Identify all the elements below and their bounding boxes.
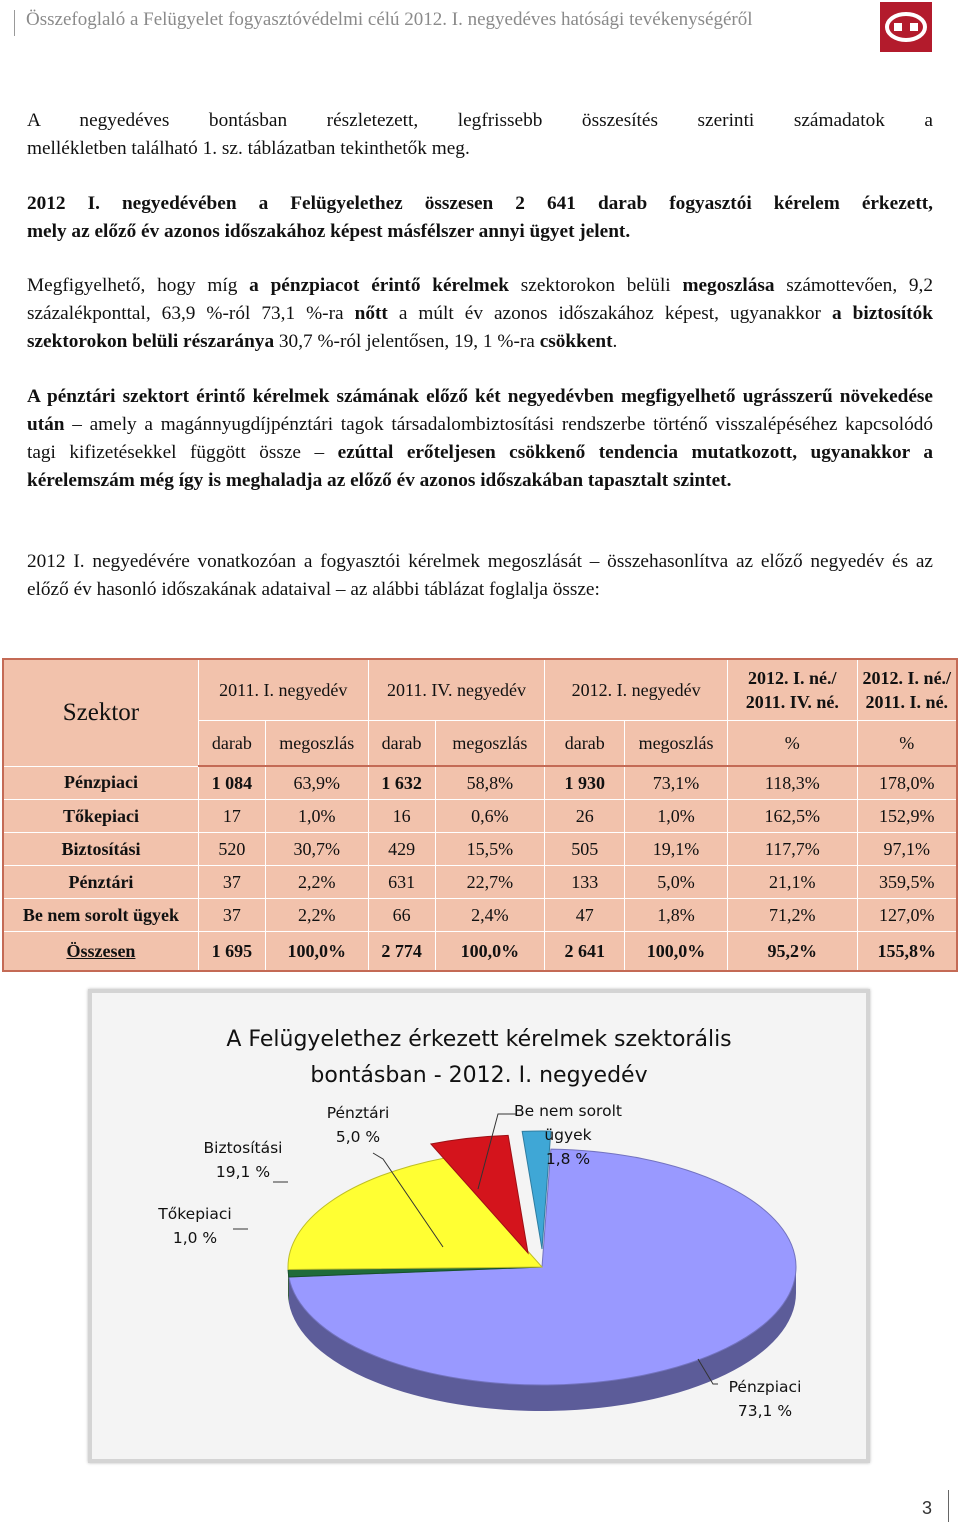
table-subheader: megoszlás xyxy=(435,721,545,767)
table-header-period: 2011. IV. negyedév xyxy=(368,659,545,721)
ratio-header-line: 2012. I. né./ xyxy=(862,668,952,688)
table-cell: 162,5% xyxy=(727,800,857,833)
table-cell: 1 632 xyxy=(368,766,435,800)
table-cell: 505 xyxy=(545,833,625,866)
chart-title-line-2: bontásban - 2012. I. negyedév xyxy=(310,1063,648,1088)
table-header-sector: Szektor xyxy=(3,659,198,766)
table-cell: 1 695 xyxy=(198,932,265,972)
table-cell-sector: Tőkepiaci xyxy=(3,800,198,833)
paragraph-4 xyxy=(27,383,933,495)
p3-bold-b: a pénzpiacot érintő kérelmek xyxy=(249,275,509,296)
table-row xyxy=(3,866,957,899)
ratio-header-line: 2011. IV. né. xyxy=(745,692,839,712)
table-subheader: darab xyxy=(198,721,265,767)
table-row xyxy=(3,766,957,800)
table-cell: 5,0% xyxy=(625,866,728,899)
table-cell: 117,7% xyxy=(727,833,857,866)
table-cell: 97,1% xyxy=(857,833,957,866)
paragraph-1 xyxy=(27,107,933,163)
paragraph-2 xyxy=(27,190,933,246)
table-cell: 95,2% xyxy=(727,932,857,972)
table-cell: 2,4% xyxy=(435,899,545,932)
label-be-nem-sorolt xyxy=(493,1099,643,1171)
table-cell-sector xyxy=(3,932,198,972)
table-cell: 47 xyxy=(545,899,625,932)
p3-text-k: . xyxy=(612,331,618,352)
header-divider xyxy=(14,10,15,36)
table-cell-sector: Pénztári xyxy=(3,866,198,899)
table-cell: 100,0% xyxy=(435,932,545,972)
table-cell: 2,2% xyxy=(265,866,368,899)
p3-text-a: Megfigyelhető, hogy míg xyxy=(27,275,250,296)
table-row xyxy=(3,800,957,833)
label-tokepiaci-value: 1,0 % xyxy=(172,1229,218,1247)
table-cell: 22,7% xyxy=(435,866,545,899)
page-number-divider xyxy=(948,1490,949,1522)
chart-title-line-1: A Felügyelethez érkezett kérelmek szektorális xyxy=(226,1027,732,1052)
table-cell: 1 084 xyxy=(198,766,265,800)
table-cell: 15,5% xyxy=(435,833,545,866)
table-cell: 178,0% xyxy=(857,766,957,800)
p3-text-g: a múlt év azonos időszakához képest, ugyanakkor xyxy=(387,303,832,324)
table-subheader: darab xyxy=(545,721,625,767)
label-penzpiaci xyxy=(710,1375,820,1423)
paragraph-2-line-2: mely az előző év azonos időszakához képest másfélszer annyi ügyet jelent. xyxy=(27,221,631,242)
table-cell: 30,7% xyxy=(265,833,368,866)
table-cell: 155,8% xyxy=(857,932,957,972)
label-bnsu-name-2: ügyek xyxy=(544,1126,592,1144)
table-row xyxy=(3,899,957,932)
sector-table xyxy=(2,658,958,972)
table-cell: 16 xyxy=(368,800,435,833)
p3-bold-d: megoszlása xyxy=(682,275,775,296)
table-cell: 2,2% xyxy=(265,899,368,932)
organization-logo-icon xyxy=(880,2,932,52)
p3-bold-j: csökkent xyxy=(539,331,613,352)
label-penzpiaci-value: 73,1 % xyxy=(737,1402,793,1420)
pie-chart-frame xyxy=(88,989,870,1463)
page-number: 3 xyxy=(922,1498,933,1518)
table-cell: 26 xyxy=(545,800,625,833)
p3-bold-f: nőtt xyxy=(354,303,388,324)
table-cell: 118,3% xyxy=(727,766,857,800)
table-cell: 152,9% xyxy=(857,800,957,833)
table-subheader: darab xyxy=(368,721,435,767)
label-biztositasi xyxy=(188,1136,298,1184)
table-subheader: % xyxy=(727,721,857,767)
table-cell: 133 xyxy=(545,866,625,899)
label-biztositasi-value: 19,1 % xyxy=(215,1163,271,1181)
table-cell: 17 xyxy=(198,800,265,833)
table-cell: 1,8% xyxy=(625,899,728,932)
table-cell: 429 xyxy=(368,833,435,866)
table-cell: 63,9% xyxy=(265,766,368,800)
paragraph-1-line-2: mellékletben található 1. sz. táblázatban tekinthetők meg. xyxy=(27,138,470,159)
table-header-period: 2012. I. negyedév xyxy=(545,659,728,721)
table-cell-sector: Biztosítási xyxy=(3,833,198,866)
table-cell: 37 xyxy=(198,899,265,932)
table-cell: 73,1% xyxy=(625,766,728,800)
p4-bold-c: ezúttal erőteljesen csökkenő tendencia mutatkozott, ugyanakkor a kérelemszám még így is meghaladja az előző év azonos időszakában tapasztalt szintet. xyxy=(27,442,933,491)
table-subheader: % xyxy=(857,721,957,767)
table-cell: 21,1% xyxy=(727,866,857,899)
table-cell: 71,2% xyxy=(727,899,857,932)
p3-text-c: szektorokon belüli xyxy=(509,275,683,296)
table-header-ratio xyxy=(727,659,857,721)
table-subheader: megoszlás xyxy=(625,721,728,767)
table-body xyxy=(3,766,957,971)
table-cell: 19,1% xyxy=(625,833,728,866)
table-cell: 100,0% xyxy=(265,932,368,972)
table-cell: 1,0% xyxy=(265,800,368,833)
p4-bold-a: A pénztári szektort érintő kérelmek számának előző két negyedévben megfigyelhető ugrásszerű növekedése után xyxy=(27,386,933,435)
table-header-ratio xyxy=(857,659,957,721)
label-tokepiaci xyxy=(140,1202,250,1250)
table-cell: 66 xyxy=(368,899,435,932)
p4-text-b: – amely a magánnyugdíjpénztári tagok társadalombiztosítási rendszerbe történő visszalépéséhez kapcsolódó tagi kifizetésekkel függött össze – xyxy=(27,414,933,463)
table-cell: 0,6% xyxy=(435,800,545,833)
label-penztari-name: Pénztári xyxy=(326,1104,390,1122)
label-penzpiaci-name: Pénzpiaci xyxy=(728,1378,802,1396)
p3-text-i: 30,7 %-ról jelentősen, 19, 1 %-ra xyxy=(274,331,540,352)
table-cell: 2 774 xyxy=(368,932,435,972)
table-header-period: 2011. I. negyedév xyxy=(198,659,368,721)
p3-text-e: számottevően, 9,2 százalékponttal, 63,9 %-ról 73,1 %-ra xyxy=(27,275,933,324)
table-cell: 127,0% xyxy=(857,899,957,932)
table-cell: 1,0% xyxy=(625,800,728,833)
table-row xyxy=(3,833,957,866)
table-cell: 58,8% xyxy=(435,766,545,800)
table-cell: 100,0% xyxy=(625,932,728,972)
table-cell: 520 xyxy=(198,833,265,866)
table-cell: 1 930 xyxy=(545,766,625,800)
table-cell: 359,5% xyxy=(857,866,957,899)
header-title: Összefoglaló a Felügyelet fogyasztóvédelmi célú 2012. I. negyedéves hatósági tevékenységéről xyxy=(26,9,753,30)
paragraph-5 xyxy=(27,548,933,604)
total-label: Összesen xyxy=(66,940,136,961)
table-cell: 2 641 xyxy=(545,932,625,972)
paragraph-3 xyxy=(27,272,933,356)
label-bnsu-name-1: Be nem sorolt xyxy=(514,1102,622,1120)
ratio-header-line: 2011. I. né. xyxy=(865,692,949,712)
table-cell: 631 xyxy=(368,866,435,899)
label-penztari xyxy=(313,1101,403,1149)
p3-bold-h: a biztosítók szektorokon belüli részaránya xyxy=(27,303,934,352)
label-penztari-value: 5,0 % xyxy=(335,1128,381,1146)
paragraph-2-line-1: 2012 I. negyedévében a Felügyelethez összesen 2 641 darab fogyasztói kérelem érkezett, xyxy=(27,193,933,214)
table-total-row xyxy=(3,932,957,972)
table-subheader: megoszlás xyxy=(265,721,368,767)
page-header xyxy=(0,0,960,52)
table-cell-sector: Pénzpiaci xyxy=(3,766,198,800)
table-cell: 37 xyxy=(198,866,265,899)
paragraph-1-line-1: A negyedéves bontásban részletezett, legfrissebb összesítés szerinti számadatok a xyxy=(27,110,933,131)
label-biztositasi-name: Biztosítási xyxy=(203,1139,283,1157)
table-cell-sector: Be nem sorolt ügyek xyxy=(3,899,198,932)
label-bnsu-value: 1,8 % xyxy=(545,1150,591,1168)
label-tokepiaci-name: Tőkepiaci xyxy=(158,1205,232,1223)
paragraph-5-text: 2012 I. negyedévére vonatkozóan a fogyasztói kérelmek megoszlását – összehasonlítva az előző negyedév és az előző év hasonló időszakának adataival – az alábbi táblázat foglalja össze: xyxy=(27,551,933,600)
ratio-header-line: 2012. I. né./ xyxy=(748,668,837,688)
